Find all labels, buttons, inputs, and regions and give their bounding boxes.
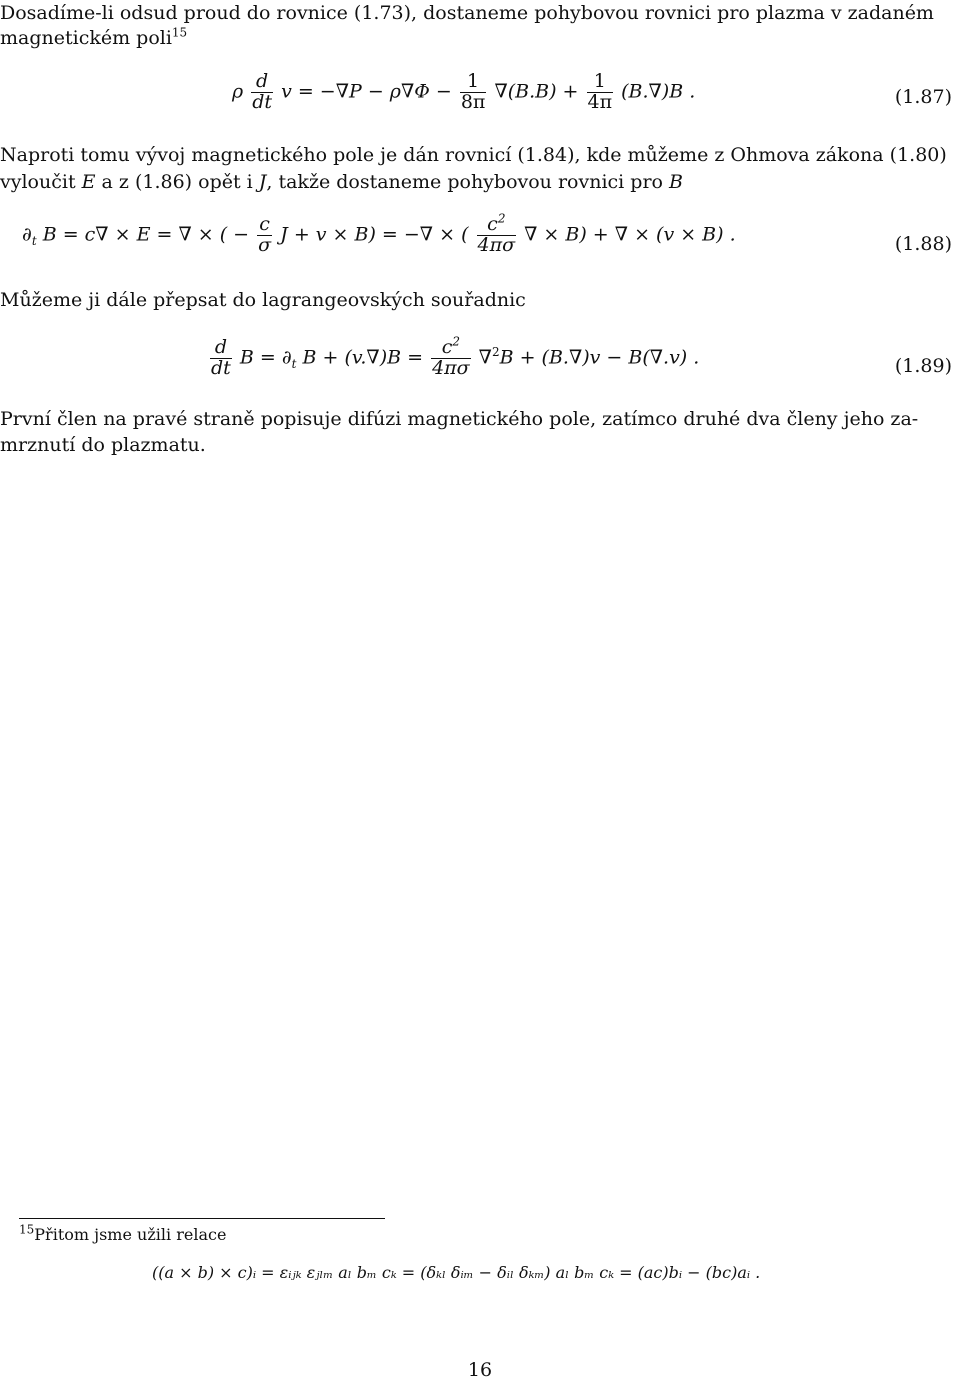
eq-term: B = c∇ × E = ∇ × ( −	[42, 223, 250, 246]
rho-symbol: ρ	[232, 80, 244, 103]
fraction-c-sigma	[257, 215, 272, 256]
page-number: 16	[467, 1359, 493, 1381]
text: vyloučit	[0, 171, 82, 193]
denominator: 8π	[460, 90, 486, 113]
eq-term: B + (v.∇)B =	[302, 346, 424, 369]
numerator	[431, 334, 471, 359]
denominator: dt	[252, 90, 273, 113]
footnote-mark: 15	[171, 25, 188, 40]
numerator: c	[257, 215, 272, 236]
equation-number: (1.87)	[894, 86, 952, 108]
eq-term: J + v × B) = −∇ × (	[280, 223, 469, 246]
fraction-c2-4pisigma	[477, 211, 517, 256]
subscript-t: t	[291, 357, 297, 372]
denominator: dt	[211, 356, 231, 379]
symbol-J: J	[258, 171, 267, 193]
footnote-formula: ((a × b) × c)ᵢ = εᵢⱼₖ εⱼₗₘ aₗ bₘ cₖ = (δₖₗ δᵢₘ − δᵢₗ δₖₘ) aₗ bₘ cₖ = (ac)bᵢ − (bc)aᵢ .	[152, 1263, 761, 1282]
fraction-1-4pi	[587, 72, 614, 113]
text: a z (1.86) opět i	[95, 171, 259, 193]
squared: 2	[452, 334, 460, 349]
text: magnetickém poli	[0, 27, 172, 49]
numerator: 1	[460, 72, 487, 93]
symbol-E: E	[81, 171, 96, 193]
text: První člen na pravé straně popisuje difúzi magnetického pole, zatímco druhé dva členy jeho za-	[0, 408, 919, 430]
fraction-c2-4pisigma	[431, 334, 471, 379]
text: Můžeme ji dále přepsat do lagrangeovských souřadnic	[0, 289, 526, 311]
numerator: d	[251, 72, 273, 93]
footnote-mark: 15	[19, 1222, 35, 1237]
paragraph-line	[0, 434, 206, 457]
numerator: d	[210, 338, 232, 359]
text: Naproti tomu vývoj magnetického pole je dán rovnicí (1.84), kde můžeme z Ohmova zákona (1.80)	[0, 144, 947, 166]
text: mrznutí do plazmatu.	[0, 434, 206, 456]
numerator: 1	[587, 72, 614, 93]
text: Dosadíme-li odsud proud do rovnice (1.73), dostaneme pohybovou rovnici pro plazma v zadaném	[0, 2, 934, 24]
text: , takže dostaneme pohybovou rovnici pro	[266, 171, 670, 193]
footnote-rule	[19, 1218, 385, 1219]
eq-term: ∇(B.B) +	[494, 80, 579, 103]
paragraph-line	[0, 144, 947, 167]
c: c	[441, 336, 453, 358]
eq-term: ∂	[22, 223, 32, 246]
nabla: ∇	[478, 346, 492, 369]
paragraph-line	[0, 171, 683, 194]
paragraph-line	[0, 408, 918, 431]
numerator	[477, 211, 517, 236]
eq-term: (B.∇)B .	[621, 80, 696, 103]
eq-term: v = −∇P − ρ∇Φ −	[281, 80, 452, 103]
fraction-d-dt	[251, 72, 273, 113]
denominator: σ	[258, 233, 272, 256]
squared: 2	[497, 211, 506, 226]
paragraph-line	[0, 27, 187, 50]
denominator: 4πσ	[432, 356, 470, 379]
eq-term: ∇ × B) + ∇ × (v × B) .	[524, 223, 736, 246]
c: c	[487, 213, 498, 235]
text: Přitom jsme užili relace	[34, 1225, 227, 1244]
denominator: 4π	[587, 90, 613, 113]
eq-term: B + (B.∇)v − B(∇.v) .	[499, 346, 700, 369]
equation-1-87	[232, 72, 695, 113]
equation-1-89	[208, 334, 700, 379]
subscript-t: t	[31, 234, 37, 249]
footnote-text	[19, 1222, 227, 1244]
paragraph-line	[0, 2, 934, 25]
fraction-1-8pi	[460, 72, 487, 113]
paragraph-line	[0, 289, 526, 312]
equation-number: (1.89)	[894, 355, 952, 377]
fraction-d-dt	[210, 338, 232, 379]
equation-1-88	[22, 211, 736, 256]
equation-number: (1.88)	[894, 233, 952, 255]
symbol-B: B	[669, 171, 683, 193]
eq-term: B = ∂	[239, 346, 292, 369]
denominator: 4πσ	[477, 233, 516, 256]
squared: 2	[491, 345, 500, 360]
